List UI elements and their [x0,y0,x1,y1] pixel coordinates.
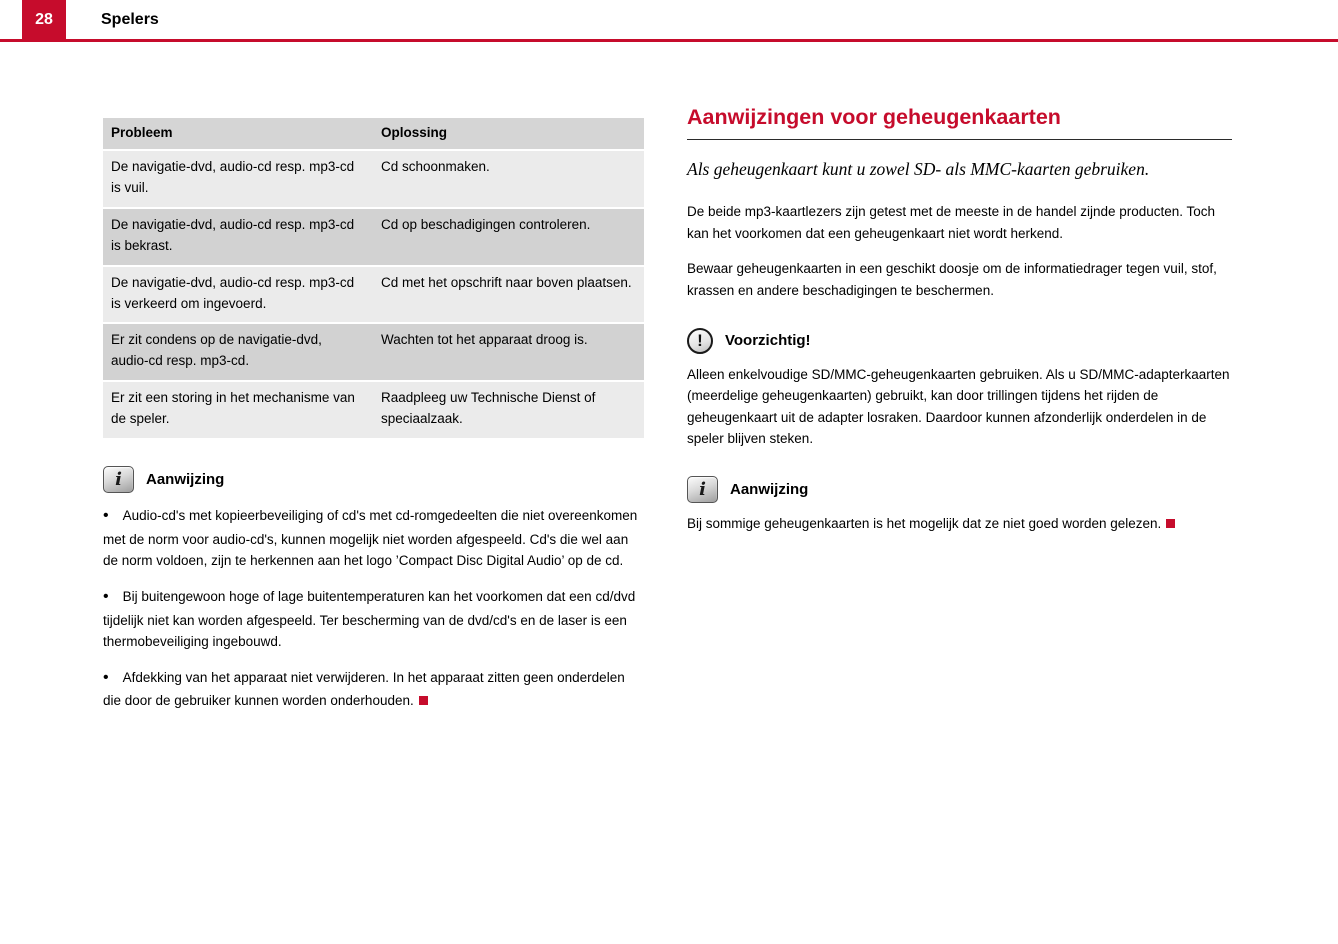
info-icon [103,466,134,493]
section-end-marker [1166,519,1175,528]
header-rule [0,39,1338,42]
chapter-title: Spelers [101,11,159,28]
table-row [103,208,644,266]
paragraph: Bewaar geheugenkaarten in een geschikt doosje om de informatiedrager tegen vuil, stof, krassen en andere beschadigingen te beschermen. [687,261,1217,298]
note-header [103,466,644,493]
note-text [687,513,1232,535]
note-bullet [103,584,644,653]
right-column [687,105,1232,548]
paragraph: De beide mp3-kaartlezers zijn getest met de meeste in de handel zijnde producten. Toch kan het voorkomen dat een geheugenkaart niet wordt herkend. [687,204,1216,241]
cell-probleem: De navigatie-dvd, audio-cd resp. mp3-cd is bekrast. [103,208,373,266]
column-header-oplossing: Oplossing [373,118,644,150]
cell-probleem: De navigatie-dvd, audio-cd resp. mp3-cd is vuil. [103,150,373,208]
note-title: Aanwijzing [730,480,809,498]
section-heading: Aanwijzingen voor geheugenkaarten [687,105,1232,140]
exclamation-icon-glyph: ! [697,330,703,350]
note-title: Aanwijzing [146,471,225,489]
table-header-row [103,118,644,150]
info-icon-glyph: i [115,469,122,491]
note-bullet [103,665,644,712]
cell-probleem: Er zit een storing in het mechanisme van de speler. [103,381,373,439]
note-bullet [103,503,644,572]
cell-oplossing: Raadpleeg uw Technische Dienst of speciaalzaak. [373,381,644,439]
note-bullet-text: Audio-cd's met kopieerbeveiliging of cd's met cd-romgedeelten die niet overeenkomen met de norm voor audio-cd's, kunnen mogelijk niet worden afgespeeld. Cd's die wel aan de norm voldoen, zijn te herkennen aan het logo ’Compact Disc Digital Audio’ op de cd. [103,508,638,569]
table-row [103,150,644,208]
section-end-marker [419,696,428,705]
page-header [0,0,1338,42]
note-text-content: Bij sommige geheugenkaarten is het mogelijk dat ze niet goed worden gelezen. [687,515,1162,531]
column-header-probleem: Probleem [103,118,373,150]
note-header [687,476,1232,503]
exclamation-icon [687,328,713,354]
table-row [103,266,644,324]
cell-probleem: Er zit condens op de navigatie-dvd, audio-cd resp. mp3-cd. [103,323,373,381]
cell-probleem: De navigatie-dvd, audio-cd resp. mp3-cd is verkeerd om ingevoerd. [103,266,373,324]
cell-oplossing: Cd schoonmaken. [373,150,644,208]
info-icon [687,476,718,503]
note-bullet-text: Afdekking van het apparaat niet verwijderen. In het apparaat zitten geen onderdelen die door de gebruiker kunnen worden onderhouden. [103,669,625,709]
cell-oplossing: Cd met het opschrift naar boven plaatsen. [373,266,644,324]
troubleshooting-table [103,118,644,440]
info-icon-glyph: i [699,478,706,500]
section-subtitle: Als geheugenkaart kunt u zowel SD- als MMC-kaarten gebruiken. [687,159,1150,179]
caution-title: Voorzichtig! [725,332,811,349]
page-number: 28 [35,10,53,28]
page-number-badge [22,0,66,39]
table-row [103,381,644,439]
caution-text: Alleen enkelvoudige SD/MMC-geheugenkaarten gebruiken. Als u SD/MMC-adapterkaarten (meerdelige geheugenkaarten) gebruikt, kan door trillingen tijdens het rijden de geheugenkaart uit de adapter losraken. Daardoor kunnen afzonderlijk onderdelen in de speler blijven steken. [687,366,1230,447]
table-row [103,323,644,381]
note-bullet-text: Bij buitengewoon hoge of lage buitentemperaturen kan het voorkomen dat een cd/dvd tijdelijk niet kan worden afgespeeld. Ter bescherming van de dvd/cd's en de laser is een thermobeveiliging ingebouwd. [103,588,636,650]
left-column [103,118,644,724]
cell-oplossing: Wachten tot het apparaat droog is. [373,323,644,381]
caution-header [687,328,1232,354]
cell-oplossing: Cd op beschadigingen controleren. [373,208,644,266]
